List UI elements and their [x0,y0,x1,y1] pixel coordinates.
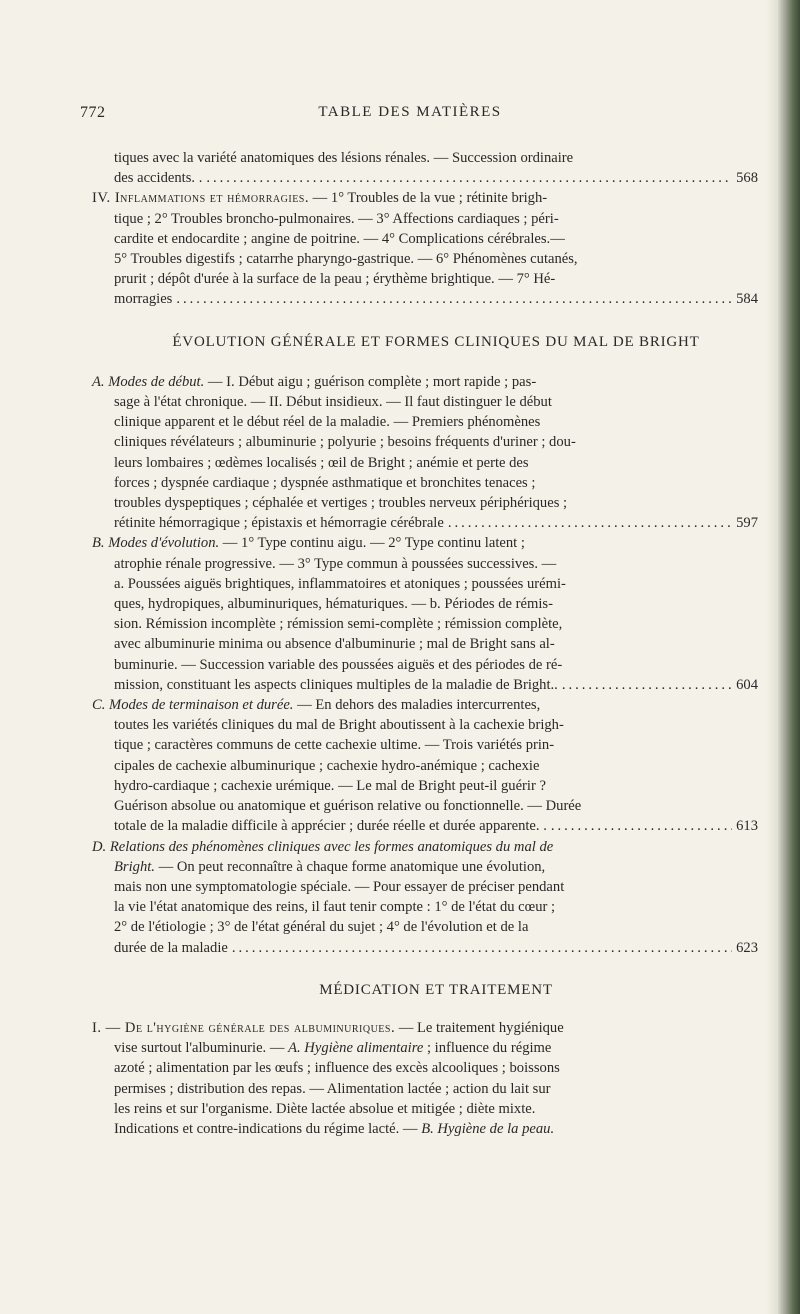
entry-line: — 1° Troubles de la vue ; rétinite brigh- [309,190,548,207]
entry-line: a. Poussées aiguës brightiques, inflammatoires et atoniques ; poussées urémi- [114,575,566,592]
entry-subtitle: A. Hygiène alimentaire [288,1040,424,1057]
entry-subtitle: B. Hygiène de la peau. [421,1120,555,1137]
entry-line: hydro-cardiaque ; cachexie urémique. — Le mal de Bright peut-il guérir ? [114,777,546,794]
entry-line: mais non une symptomatologie spéciale. — Pour essayer de préciser pendant [114,878,565,895]
entry-page-number: 613 [736,818,758,835]
running-head: TABLE DES MATIÈRES [318,104,502,120]
entry-line: permises ; distribution des repas. — Alimentation lactée ; action du lait sur [114,1080,551,1097]
entry-page-number: 597 [736,515,758,532]
entry-line: 2° de l'étiologie ; 3° de l'état général du sujet ; 4° de l'évolution et de la [114,919,529,936]
toc-entry-d [92,837,758,958]
section-title-medication: MÉDICATION ET TRAITEMENT [319,981,553,998]
section-title-evolution: ÉVOLUTION GÉNÉRALE ET FORMES CLINIQUES DU MAL DE BRIGHT [172,333,700,350]
entry-last-text: morragies [114,291,173,308]
entry-line: prurit ; dépôt d'urée à la surface de la peau ; érythème brightique. — 7° Hé- [114,271,556,288]
entry-line: cardite et endocardite ; angine de poitrine. — 4° Complications cérébrales.— [114,230,565,247]
toc-entry-b [92,533,758,695]
entry-line: Guérison absolue ou anatomique et guérison relative ou fonctionnelle. — Durée [114,798,582,815]
entry-page-number: 623 [736,939,758,956]
entry-line: — I. Début aigu ; guérison complète ; mort rapide ; pas- [204,373,537,390]
entry-line: la vie l'état anatomique des reins, il faut tenir compte : 1° de l'état du cœur ; [114,899,556,916]
entry-last-text: rétinite hémorragique ; épistaxis et hémorragie cérébrale [114,515,444,532]
toc-entry-a [92,372,758,534]
entry-line: forces ; dyspnée cardiaque ; dyspnée asthmatique et bronchites tenaces ; [114,474,536,491]
entry-label: C. Modes de terminaison et durée. [92,697,294,714]
page-gutter-shadow [766,0,778,1314]
page-number: 772 [80,104,106,121]
entry-line: — En dehors des maladies intercurrentes, [293,697,541,714]
entry-line: atrophie rénale progressive. — 3° Type commun à poussées successives. — [114,555,557,572]
toc-entry-c [92,695,758,836]
entry-leader-line [114,675,758,695]
entry-line: cliniques révélateurs ; albuminurie ; polyurie ; besoins fréquents d'uriner ; dou- [114,434,576,451]
entry-last-text: des accidents. . [114,170,203,187]
entry-line: buminurie. — Succession variable des poussées aiguës et des périodes de ré- [114,656,563,673]
entry-leader-line [114,513,758,533]
entry-line: toutes les variétés cliniques du mal de Bright aboutissent à la cachexie brigh- [114,717,564,734]
entry-label: I. — De l'hygiène générale des albuminuriques. [92,1019,396,1036]
dot-leader [448,513,732,533]
entry-line: — On peut reconnaître à chaque forme anatomique une évolution, [154,858,546,875]
entry-page-number: 584 [736,291,758,308]
entry-line: ; influence du régime [423,1040,552,1057]
entry-page-number: 604 [736,676,758,693]
dot-leader [232,938,732,958]
entry-leader-line [114,816,758,836]
dot-leader [551,816,732,836]
entry-line: ques, hydropiques, albuminuriques, hématuriques. — b. Périodes de rémis- [114,596,553,613]
entry-leader-line [114,289,758,309]
toc-body [92,148,758,1139]
dot-leader [176,289,732,309]
entry-label: B. Modes d'évolution. [92,535,220,552]
dot-leader [562,675,732,695]
entry-line: Indications et contre-indications du régime lacté. — [114,1120,422,1137]
page-header [80,104,740,126]
entry-page-number: 568 [736,170,758,187]
entry-last-text: totale de la maladie difficile à apprécier ; durée réelle et durée apparente. . [114,818,547,835]
entry-line: leurs lombaires ; œdèmes localisés ; œil de Bright ; anémie et perte des [114,454,529,471]
entry-leader-line [114,938,758,958]
entry-line: sion. Rémission incomplète ; rémission semi-complète ; rémission complète, [114,616,563,633]
entry-line: vise surtout l'albuminurie. — [114,1040,289,1057]
binding-edge [778,0,800,1314]
entry-line: clinique apparent et le début réel de la maladie. — Premiers phénomènes [114,414,541,431]
entry-line: tique ; caractères communs de cette cachexie ultime. — Trois variétés prin- [114,737,555,754]
dot-leader [206,168,732,188]
entry-label: D. Relations des phénomènes cliniques avec les formes anatomiques du mal de [92,838,554,855]
entry-line: tiques avec la variété anatomiques des lésions rénales. — Succession ordinaire [114,150,574,166]
entry-line: 5° Troubles digestifs ; catarrhe pharyngo-gastrique. — 6° Phénomènes cutanés, [114,251,578,268]
entry-label: A. Modes de début. [92,373,205,390]
entry-line: avec albuminurie minima ou absence d'albuminurie ; mal de Bright sans al- [114,636,555,653]
entry-line: — 1° Type continu aigu. — 2° Type continu latent ; [219,535,525,552]
entry-last-text: durée de la maladie [114,939,228,956]
entry-line: cipales de cachexie albuminurique ; cachexie hydro-anémique ; cachexie [114,757,540,774]
entry-last-text: mission, constituant les aspects cliniques multiples de la maladie de Bright.. [114,676,558,693]
entry-line: les reins et sur l'organisme. Diète lactée absolue et mitigée ; diète mixte. [114,1100,536,1117]
entry-line: Bright. [114,858,155,875]
entry-label: IV. Inflammations et hémorragies. [92,190,310,207]
toc-entry-continuation [114,148,758,188]
entry-line: troubles dyspeptiques ; céphalée et vertiges ; troubles nerveux périphériques ; [114,495,568,512]
toc-entry-iv [92,188,758,309]
entry-line: tique ; 2° Troubles broncho-pulmonaires. — 3° Affections cardiaques ; péri- [114,210,559,227]
entry-leader-line [114,168,758,188]
toc-entry-i [92,1018,758,1139]
entry-line: — Le traitement hygiénique [395,1019,564,1036]
entry-line: sage à l'état chronique. — II. Début insidieux. — Il faut distinguer le début [114,394,552,411]
entry-line: azoté ; alimentation par les œufs ; influence des excès alcooliques ; boissons [114,1060,560,1077]
